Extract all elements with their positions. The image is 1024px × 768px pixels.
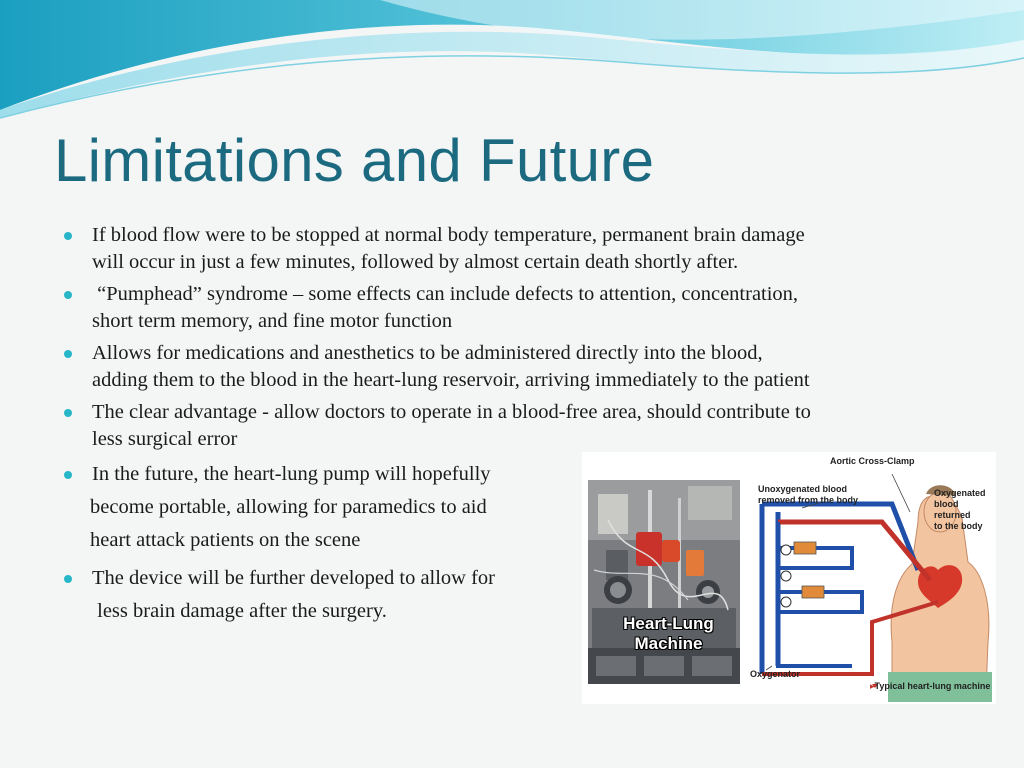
header-wave-decoration — [0, 0, 1024, 125]
heart-lung-figure — [582, 452, 996, 704]
bullet-line: The clear advantage - allow doctors to operate in a blood-free area, should contribute to — [92, 401, 811, 423]
bullet-item — [62, 340, 962, 394]
bullet-line: Allows for medications and anesthetics to be administered directly into the blood, — [92, 342, 763, 364]
caption-arrow-icon: ▸ — [870, 681, 875, 691]
bullet-item — [62, 281, 962, 335]
label-oxygenated-blood — [934, 488, 996, 532]
label-oxygenated-line1: Oxygenated — [934, 488, 986, 498]
bullet-line: adding them to the blood in the heart-lung reservoir, arriving immediately to the patient — [92, 369, 810, 391]
label-oxygenated-line3: to the body — [934, 521, 983, 531]
slide-title: Limitations and Future — [54, 127, 655, 194]
bullet-line: In the future, the heart-lung pump will hopefully — [92, 463, 491, 485]
bullet-line: heart attack patients on the scene — [90, 529, 361, 551]
bullet-line: less surgical error — [92, 428, 238, 450]
bullet-dot-icon — [64, 575, 72, 583]
bullet-line: short term memory, and fine motor function — [92, 310, 453, 332]
bullet-line: will occur in just a few minutes, followed by almost certain death shortly after. — [92, 251, 739, 273]
label-unoxygenated-line2: removed from the body — [758, 495, 859, 505]
bullet-line: less brain damage after the surgery. — [92, 600, 387, 622]
bullet-item — [62, 399, 962, 453]
bullet-dot-icon — [64, 471, 72, 479]
heart-lung-machine-photo — [588, 480, 740, 684]
label-unoxygenated-line1: Unoxygenated blood — [758, 484, 848, 494]
bullet-line: “Pumphead” syndrome – some effects can include defects to attention, concentration, — [92, 283, 799, 305]
label-oxygenated-line2: blood returned — [934, 499, 971, 520]
figure-caption-text: Typical heart-lung machine — [874, 681, 991, 691]
label-unoxygenated-blood — [758, 484, 858, 506]
photo-caption — [606, 614, 731, 654]
bullet-line: The device will be further developed to allow for — [92, 567, 496, 589]
bullet-dot-icon — [64, 291, 72, 299]
label-aortic-cross-clamp: Aortic Cross-Clamp — [830, 456, 915, 466]
bullet-line: If blood flow were to be stopped at normal body temperature, permanent brain damage — [92, 224, 805, 246]
bullet-dot-icon — [64, 409, 72, 417]
bullet-dot-icon — [64, 232, 72, 240]
bullet-item — [62, 222, 962, 276]
bullet-line: become portable, allowing for paramedics to aid — [90, 496, 487, 518]
label-oxygenator: Oxygenator — [750, 669, 801, 679]
figure-caption — [870, 681, 990, 692]
photo-caption-line2: Machine — [634, 634, 703, 653]
bullet-dot-icon — [64, 350, 72, 358]
photo-caption-line1: Heart-Lung — [623, 614, 714, 633]
